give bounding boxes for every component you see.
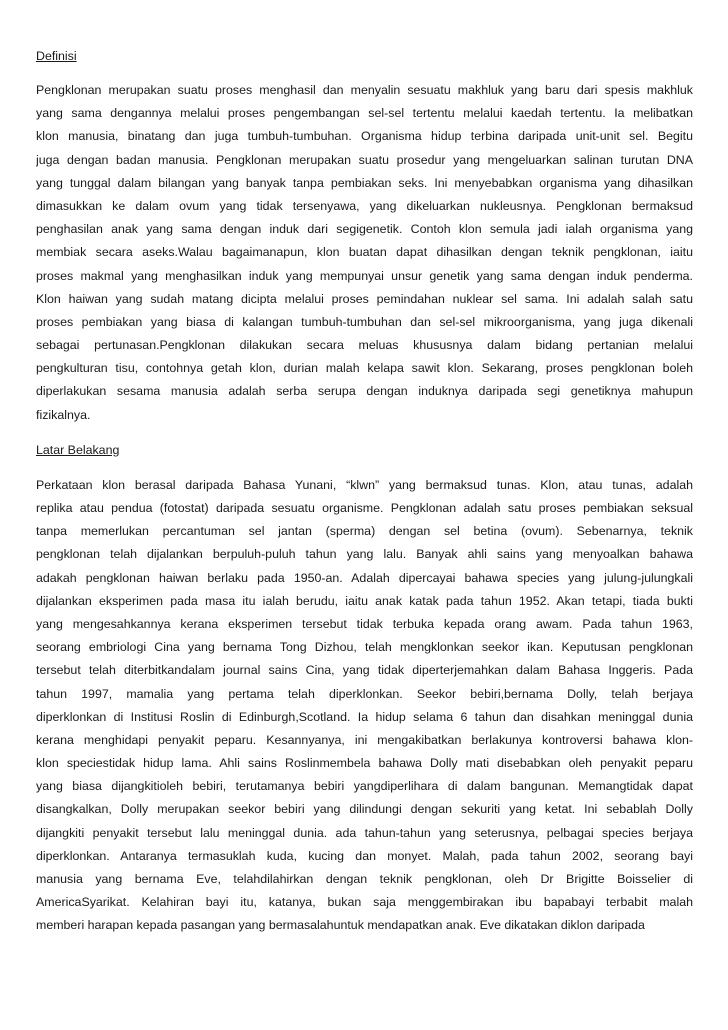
section-definisi: [36, 48, 693, 427]
text-line: membiak secara aseks.Walau bagaimanapun, klon buatan dapat dihasilkan dengan teknik pengklonan, iaitu: [36, 245, 693, 260]
text-line: dimasukkan ke dalam ovum yang tidak tersenyawa, yang dikeluarkan nukleusnya. Pengklonan bermaksud: [36, 198, 693, 213]
text-line: pengklonan telah dijalankan berpuluh-puluh tahun yang lalu. Banyak ahli sains yang menyoalkan bahawa: [36, 547, 693, 562]
section-latar-belakang: [36, 442, 693, 938]
text-line: diperklonkan di Institusi Roslin di Edinburgh,Scotland. Ia hidup selama 6 tahun dan disahkan meninggal dunia: [36, 709, 693, 724]
text-line: proses pembiakan yang biasa di kalangan tumbuh-tumbuhan dan sel-sel mikroorganisma, yang juga dikenali: [36, 314, 693, 329]
text-line: dijangkiti penyakit tersebut lalu meninggal dunia. ada tahun-tahun yang seterusnya, pelbagai species berjaya: [36, 825, 693, 840]
section-heading-definisi: Definisi: [36, 49, 77, 63]
text-line: disangkalkan, Dolly merupakan seekor bebiri yang dilindungi dengan sekuriti yang ketat. Ini sebablah Dolly: [36, 802, 693, 817]
section-heading-latar-belakang: Latar Belakang: [36, 442, 120, 457]
text-line: adakah pengklonan haiwan berlaku pada 1950-an. Adalah dipercayai bahawa species yang julung-julungkali: [36, 570, 693, 585]
text-line: fizikalnya.: [36, 407, 91, 422]
text-line: yang tunggal dalam bilangan yang banyak tanpa pembiakan seks. Ini menyebabkan organisma yang dihasilkan: [36, 175, 693, 190]
text-line: diperklonkan. Antaranya termasuklah kuda, kucing dan monyet. Malah, pada tahun 2002, seorang bayi: [36, 848, 693, 863]
text-line: penghasilan anak yang sama dengan induk dari segigenetik. Contoh klon semula jadi ialah organisma yang: [36, 222, 693, 237]
text-line: juga dengan badan manusia. Pengklonan merupakan suatu prosedur yang mengeluarkan salinan turutan DNA: [36, 152, 693, 167]
text-line: tanpa memerlukan percantuman sel jantan (sperma) dengan sel betina (ovum). Sebenarnya, teknik: [36, 524, 693, 539]
text-line: AmericaSyarikat. Kelahiran bayi itu, katanya, bukan saja menggembirakan ibu bapabayi terbabit malah: [36, 895, 693, 910]
text-line: proses makmal yang menghasilkan induk yang mempunyai unsur genetik yang sama dengan induk penderma.: [36, 268, 693, 283]
paragraph-definisi: [36, 79, 693, 427]
text-line: klon manusia, binatang dan juga tumbuh-tumbuhan. Organisma hidup terbina daripada unit-unit sel. Begitu: [36, 129, 693, 144]
text-line: Klon haiwan yang sudah matang dicipta melalui proses pemindahan nuklear sel sama. Ini adalah salah satu: [36, 291, 693, 306]
document-page: [36, 48, 693, 938]
text-line: pengkulturan tisu, contohnya getah klon, durian malah kelapa sawit klon. Sekarang, proses pengklonan boleh: [36, 361, 693, 376]
text-line: klon speciestidak hidup lama. Ahli sains Roslinmembela bahawa Dolly mati disebabkan oleh penyakit peparu: [36, 756, 693, 771]
text-line: yang sama dengannya melalui proses pengembangan sel-sel tertentu melalui kaedah tertentu. Ia melibatkan: [36, 106, 693, 121]
text-line: dijalankan eksperimen pada masa itu ialah berudu, iaitu anak katak pada tahun 1952. Akan tetapi, tiada bukti: [36, 593, 693, 608]
text-line: replika atau pendua (fotostat) daripada sesuatu organisme. Pengklonan adalah satu proses pembiakan seksual: [36, 501, 693, 515]
text-line: diperlakukan sesama manusia adalah serba serupa dengan induknya daripada segi genetiknya mahupun: [36, 384, 693, 399]
text-line: tersebut telah diterbitkandalam journal sains Cina, yang tidak diperterjemahkan dalam Bahasa Inggeris. Pada: [36, 663, 693, 678]
paragraph-latar-belakang: [36, 474, 693, 938]
text-line: yang mengesahkannya kerana eksperimen tersebut tidak terbuka kepada orang awam. Pada tahun 1963,: [36, 616, 693, 631]
text-line: seorang embriologi Cina yang bernama Tong Dizhou, telah mengklonkan seekor ikan. Keputusan pengklonan: [36, 640, 693, 655]
text-line: yang biasa dijangkitioleh bebiri, terutamanya bebiri yangdiperlihara di dalam bangunan. Memangtidak dapat: [36, 779, 693, 794]
text-line: manusia yang bernama Eve, telahdilahirkan dengan teknik pengklonan, oleh Dr Brigitte Boisselier di: [36, 872, 693, 886]
text-line: kerana menghidapi penyakit peparu. Kesannyanya, ini mengakibatkan berlakunya kontroversi bahawa klon-: [36, 732, 693, 747]
text-line: memberi harapan kepada pasangan yang bermasalahuntuk mendapatkan anak. Eve dikatakan diklon daripada: [36, 918, 645, 933]
text-line: Perkataan klon berasal daripada Bahasa Yunani, “klwn” yang bermaksud tunas. Klon, atau tunas, adalah: [36, 477, 693, 492]
text-line: Pengklonan merupakan suatu proses menghasil dan menyalin sesuatu makhluk yang baru dari spesis makhluk: [36, 83, 693, 97]
text-line: sebagai pertunasan.Pengklonan dilakukan secara meluas khususnya dalam bidang pertanian melalui: [36, 338, 693, 353]
text-line: tahun 1997, mamalia yang pertama telah diperklonkan. Seekor bebiri,bernama Dolly, telah berjaya: [36, 686, 693, 701]
